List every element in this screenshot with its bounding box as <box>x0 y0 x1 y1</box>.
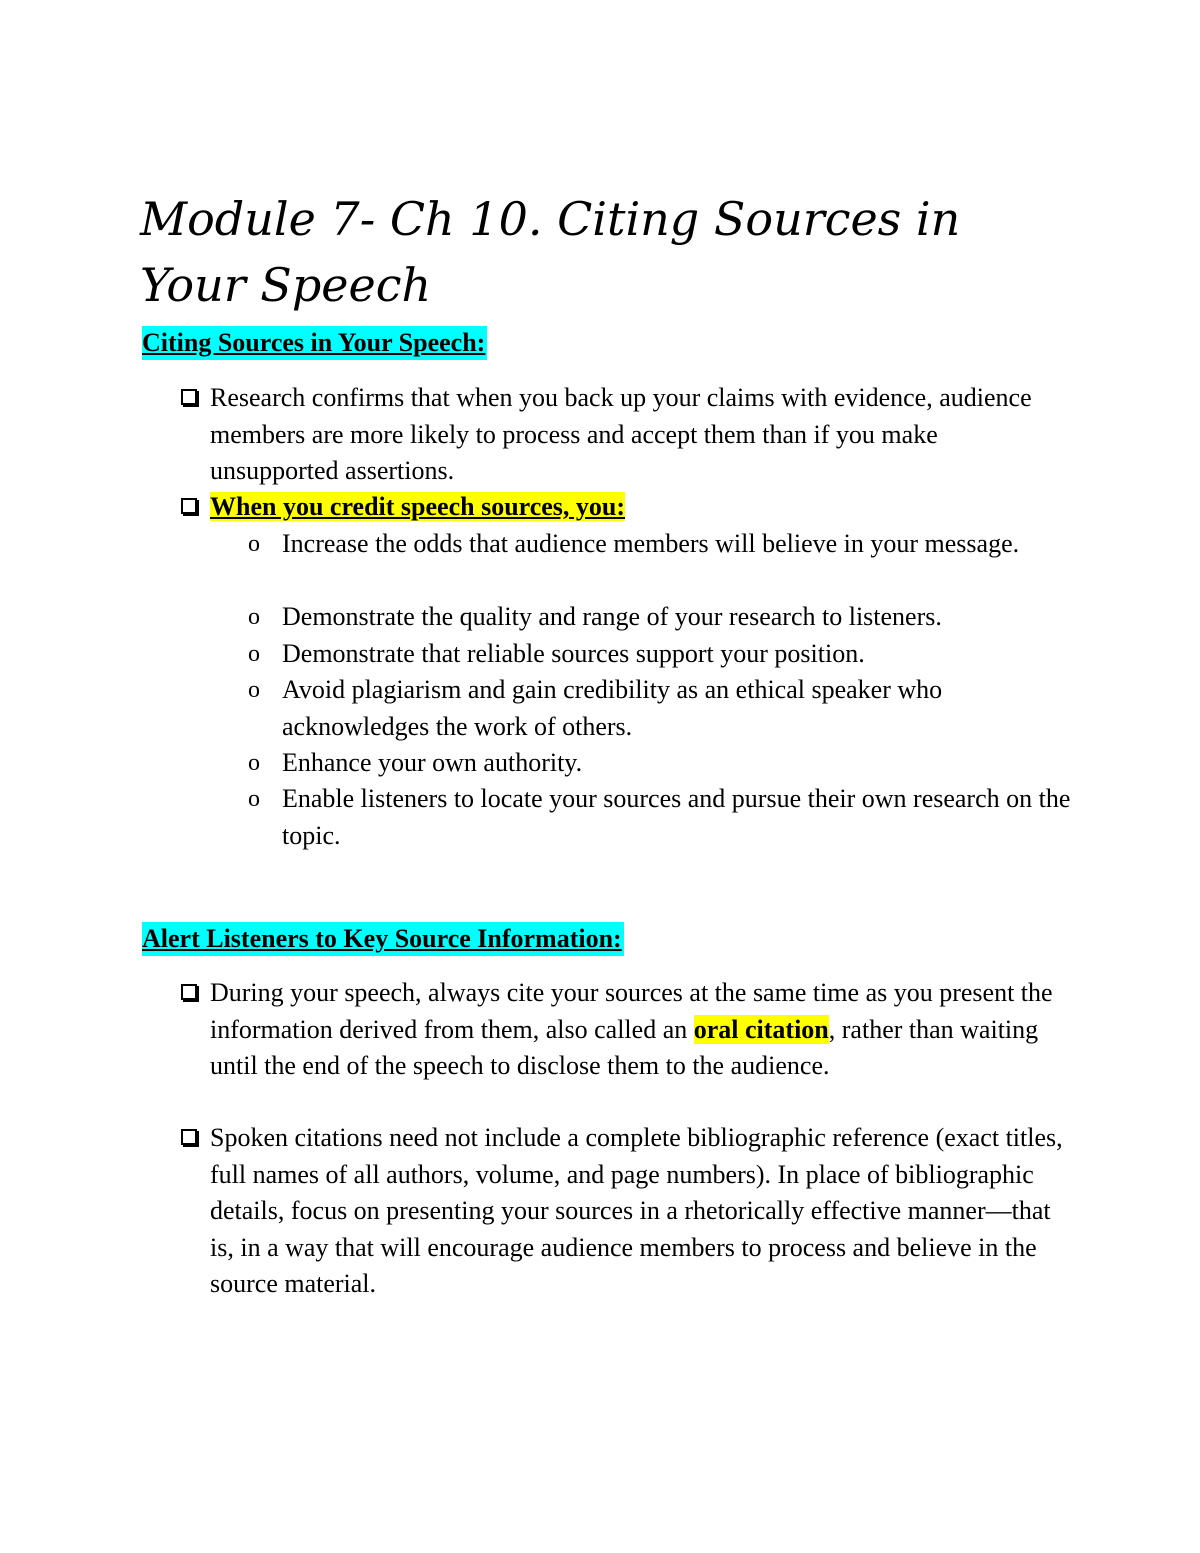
sub-list-item: Increase the odds that audience members will believe in your message. <box>282 529 1020 558</box>
circle-bullet-icon: o <box>248 604 260 630</box>
sub-list-item: Avoid plagiarism and gain credibility as an ethical speaker who acknowledges the work of others. <box>282 675 943 741</box>
section-heading-alert-listeners: Alert Listeners to Key Source Information: <box>142 922 624 956</box>
checkbox-icon <box>181 389 197 405</box>
list-item-text: During your speech, always cite your sources at the same time as you present the information derived from them, also called an <box>210 978 1053 1044</box>
checkbox-icon <box>181 1129 197 1145</box>
list-item: Spoken citations need not include a complete bibliographic reference (exact titles, full names of all authors, volume, and page numbers). In place of bibliographic details, focus on presenting your sources in a rhetorically effective manner—that is, in a way that will encourage audience members to process and believe in the source material. <box>210 1123 1063 1298</box>
list-item <box>210 489 1070 526</box>
circle-bullet-icon: o <box>248 641 260 667</box>
checkbox-icon <box>181 498 197 514</box>
list-item-text: , rather than waiting until the end of the speech to disclose them to the audience. <box>210 1014 1039 1080</box>
checkbox-icon <box>181 984 197 1000</box>
sub-list-item: Demonstrate that reliable sources support your position. <box>282 639 865 668</box>
circle-bullet-icon: o <box>248 677 260 703</box>
sub-list-item: Enhance your own authority. <box>282 748 583 777</box>
section-heading-citing-sources: Citing Sources in Your Speech: <box>142 326 487 360</box>
highlighted-text: When you credit speech sources, you: <box>210 492 626 521</box>
list-item <box>210 975 1070 1085</box>
highlighted-term: oral citation <box>693 1014 829 1044</box>
circle-bullet-icon: o <box>248 786 260 812</box>
list-item: Research confirms that when you back up your claims with evidence, audience members are more likely to process and accept them than if you make unsupported assertions. <box>210 383 1032 485</box>
circle-bullet-icon: o <box>248 531 260 557</box>
page-title: Module 7- Ch 10. Citing Sources in Your Speech <box>140 192 961 312</box>
circle-bullet-icon: o <box>248 750 260 776</box>
sub-list-item: Enable listeners to locate your sources and pursue their own research on the topic. <box>282 784 1071 850</box>
sub-list-item: Demonstrate the quality and range of your research to listeners. <box>282 602 942 631</box>
